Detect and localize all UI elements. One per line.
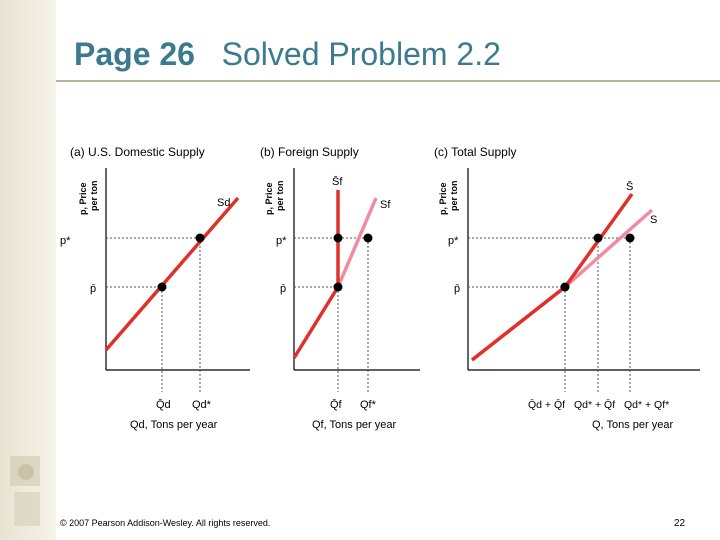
panel-b-sfbar-label: S̄f xyxy=(332,176,343,188)
panel-b-tick-pstar: p* xyxy=(276,235,287,247)
panel-c-ylabel-1: p, Price xyxy=(438,182,448,215)
panel-a-ylabel xyxy=(78,181,99,216)
panel-c-ylabel xyxy=(438,181,459,216)
panel-b-point-pstar-restricted xyxy=(334,234,343,243)
panel-a xyxy=(60,145,250,431)
panel-a-title: (a) U.S. Domestic Supply xyxy=(70,145,205,159)
panel-b xyxy=(260,145,420,431)
panel-b-sf-curve xyxy=(338,198,376,287)
panel-a-tick-pbar: p̄ xyxy=(90,283,97,295)
panel-c-title: (c) Total Supply xyxy=(434,145,517,159)
panel-b-ylabel-1: p, Price xyxy=(264,182,274,215)
panel-b-xtick-qbar: Q̄f xyxy=(330,399,342,411)
panel-b-ylabel-2: per ton xyxy=(275,180,285,211)
panel-a-tick-pstar: p* xyxy=(60,235,71,247)
copyright-notice: © 2007 Pearson Addison-Wesley. All rights reserved. xyxy=(60,518,271,528)
panel-a-point-pstar xyxy=(196,234,205,243)
panel-c xyxy=(434,145,700,431)
panel-b-point-pbar xyxy=(334,283,343,292)
panel-c-sbar-label: S̄ xyxy=(626,181,634,193)
panel-a-xlabel: Qd, Tons per year xyxy=(130,419,218,431)
panel-b-point-pstar xyxy=(364,234,373,243)
panel-c-tick-pstar: p* xyxy=(448,235,459,247)
panel-c-xtick-1: Q̄d + Q̄f xyxy=(528,399,566,411)
panel-c-xlabel: Q, Tons per year xyxy=(592,419,674,431)
panel-a-point-pbar xyxy=(158,283,167,292)
panel-a-ylabel-2: per ton xyxy=(89,180,99,211)
panel-b-sfbar-curve xyxy=(294,190,338,358)
panel-a-sd-label: Sd xyxy=(217,197,231,209)
page-number: 22 xyxy=(674,518,686,529)
panel-c-xtick-3: Qd* + Qf* xyxy=(624,399,670,411)
panel-a-xtick-qbar: Q̄d xyxy=(156,399,171,411)
panel-a-sd-curve xyxy=(106,198,238,350)
panel-c-point-pbar xyxy=(561,283,570,292)
panel-c-point-pstar xyxy=(626,234,635,243)
panel-c-sbar-curve xyxy=(472,194,632,360)
panel-c-ylabel-2: per ton xyxy=(449,180,459,211)
panel-b-title: (b) Foreign Supply xyxy=(260,145,359,159)
panel-c-s-label: S xyxy=(650,214,658,226)
panel-b-xtick-qstar: Qf* xyxy=(360,399,376,411)
title-bold: Page 26 xyxy=(74,36,195,72)
panel-b-xlabel: Qf, Tons per year xyxy=(312,419,397,431)
panel-a-xtick-qstar: Qd* xyxy=(192,399,211,411)
panel-c-xtick-2: Qd* + Q̄f xyxy=(574,399,616,411)
panel-b-sf-label: Sf xyxy=(380,199,391,211)
panel-c-tick-pbar: p̄ xyxy=(454,283,461,295)
panel-c-point-pstar-restricted xyxy=(594,234,603,243)
panel-b-ylabel xyxy=(264,181,285,216)
panel-b-tick-pbar: p̄ xyxy=(280,283,287,295)
title-rest: Solved Problem 2.2 xyxy=(221,36,501,72)
panel-a-ylabel-1: p, Price xyxy=(78,182,88,215)
